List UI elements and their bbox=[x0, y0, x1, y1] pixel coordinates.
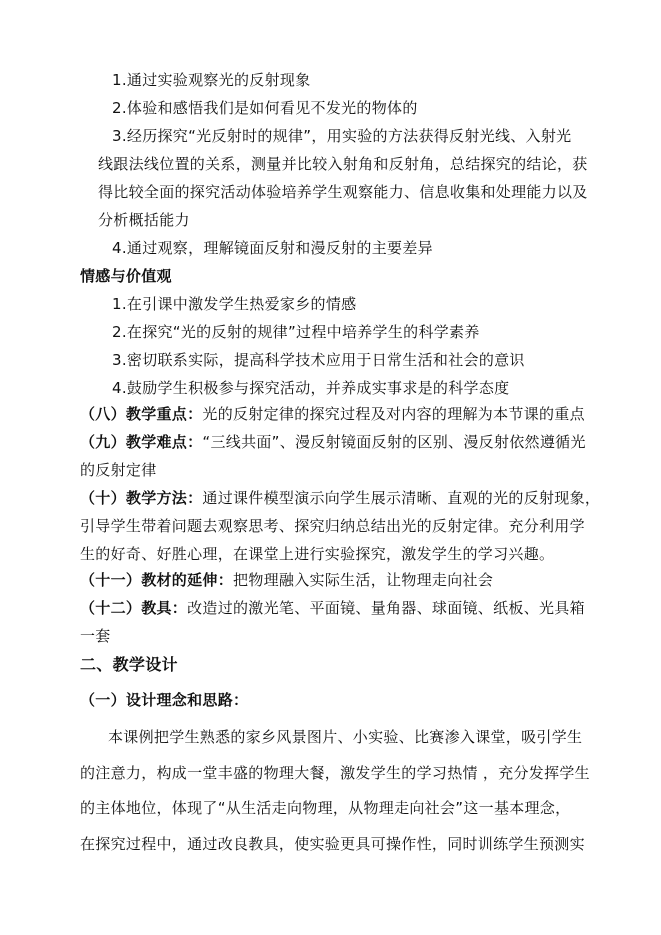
skill-item-3-cont-2: 得比较全面的探究活动体验培养学生观察能力、信息收集和处理能力以及 bbox=[98, 183, 588, 201]
design-paragraph-line-1: 本课例把学生熟悉的家乡风景图片、小实验、比赛渗入课堂，吸引学生 bbox=[108, 728, 583, 746]
section-teaching-aids-cont: 一套 bbox=[80, 627, 111, 645]
skill-item-1: 1.通过实验观察光的反射现象 bbox=[112, 71, 311, 89]
section-difficulties-text: “三线共面”、漫反射镜面反射的区别、漫反射依然遵循光 bbox=[202, 433, 586, 451]
design-paragraph-line-4: 在探究过程中，通过改良教具，使实验更具可操作性，同时训练学生预测实 bbox=[80, 835, 585, 853]
section-difficulties-label: （九）教学难点： bbox=[80, 433, 203, 451]
section-extension bbox=[80, 570, 493, 590]
section-methods-label: （十）教学方法： bbox=[80, 489, 203, 507]
design-paragraph-line-3: 的主体地位，体现了“从生活走向物理，从物理走向社会”这一基本理念， bbox=[80, 799, 571, 817]
skill-item-4: 4.通过观察，理解镜面反射和漫反射的主要差异 bbox=[112, 239, 433, 257]
design-subheading: （一）设计理念和思路： bbox=[80, 691, 249, 709]
emotion-item-3: 3.密切联系实际，提高科学技术应用于日常生活和社会的意识 bbox=[112, 351, 525, 369]
section-teaching-aids-text: 改造过的激光笔、平面镜、量角器、球面镜、纸板、光具箱 bbox=[187, 599, 585, 617]
skill-item-3-cont-1: 线跟法线位置的关系，测量并比较入射角和反射角，总结探究的结论，获 bbox=[98, 155, 588, 173]
emotion-item-1: 1.在引课中激发学生热爱家乡的情感 bbox=[112, 295, 357, 313]
emotion-heading: 情感与价值观 bbox=[80, 267, 172, 285]
section-methods-cont-2: 生的好奇、好胜心理，在课堂上进行实验探究，激发学生的学习兴趣。 bbox=[80, 545, 555, 563]
section-teaching-aids-label: （十二）教具： bbox=[80, 599, 188, 617]
section-extension-label: （十一）教材的延伸： bbox=[80, 571, 234, 589]
design-heading: 二、教学设计 bbox=[80, 655, 178, 674]
skill-item-2: 2.体验和感悟我们是如何看见不发光的物体的 bbox=[112, 99, 418, 117]
skill-item-3-cont-3: 分析概括能力 bbox=[98, 211, 190, 229]
section-key-points-label: （八）教学重点： bbox=[80, 405, 203, 423]
emotion-item-4: 4.鼓励学生积极参与探究活动，并养成实事求是的科学态度 bbox=[112, 379, 510, 397]
emotion-item-2: 2.在探究“光的反射的规律”过程中培养学生的科学素养 bbox=[112, 323, 480, 341]
section-methods-text: 通过课件模型演示向学生展示清晰、直观的光的反射现象， bbox=[202, 489, 601, 507]
section-difficulties bbox=[80, 432, 586, 452]
section-difficulties-cont: 的反射定律 bbox=[80, 461, 157, 479]
section-key-points-text: 光的反射定律的探究过程及对内容的理解为本节课的重点 bbox=[202, 405, 585, 423]
section-methods-cont-1: 引导学生带着问题去观察思考、探究归纳总结出光的反射定律。充分利用学 bbox=[80, 517, 585, 535]
design-paragraph-line-2: 的注意力，构成一堂丰盛的物理大餐，激发学生的学习热情 ，充分发挥学生 bbox=[80, 764, 590, 782]
section-teaching-aids bbox=[80, 598, 585, 618]
section-extension-text: 把物理融入实际生活，让物理走向社会 bbox=[233, 571, 494, 589]
section-methods bbox=[80, 488, 600, 508]
skill-item-3: 3.经历探究“光反射时的规律”，用实验的方法获得反射光线、入射光 bbox=[112, 127, 572, 145]
section-key-points bbox=[80, 404, 585, 424]
